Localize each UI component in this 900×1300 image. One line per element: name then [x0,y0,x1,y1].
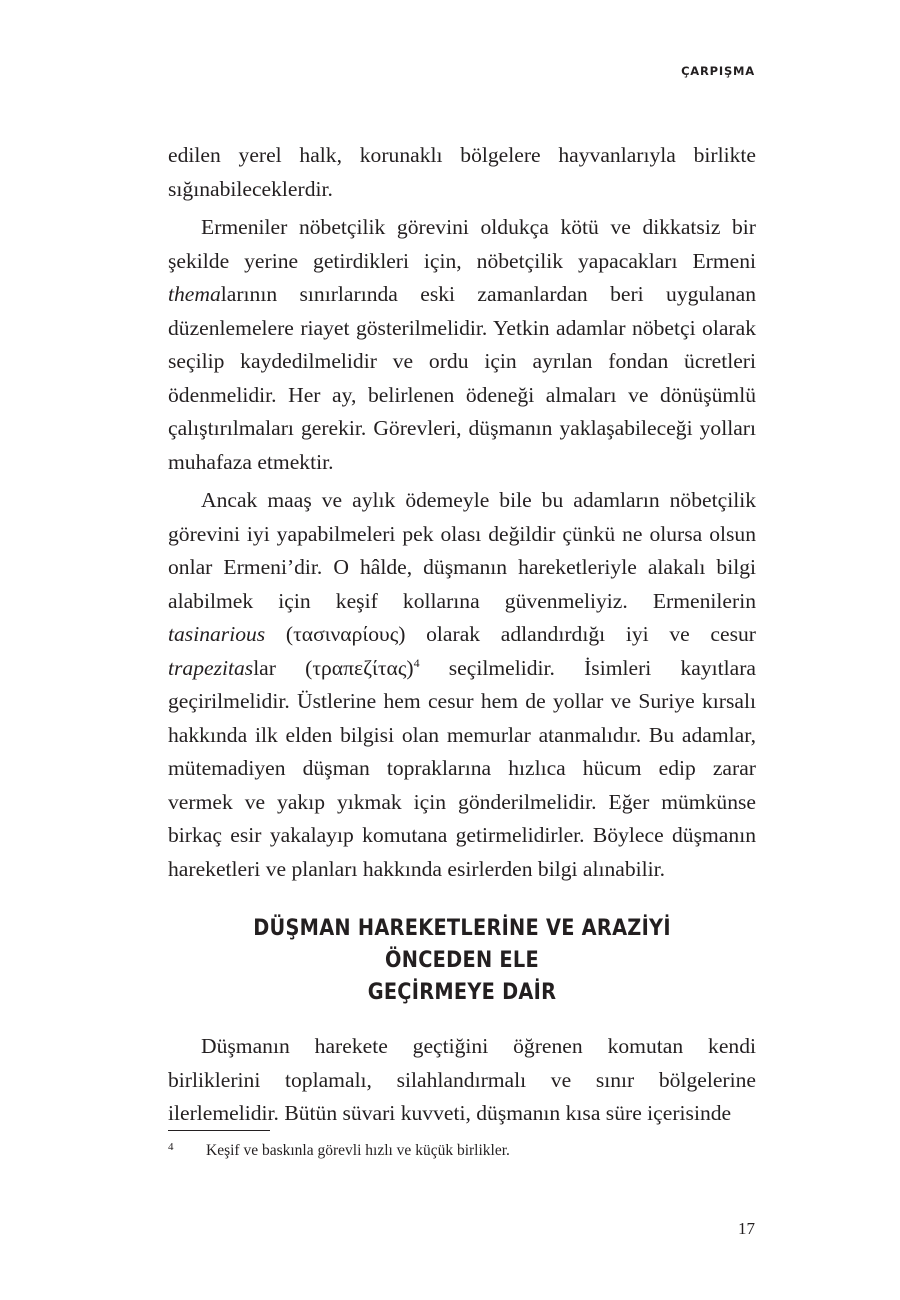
paragraph-1: edilen yerel halk, korunaklı bölgelere hayvanlarıyla birlikte sığınabileceklerdir. [168,143,756,201]
footnote [168,1140,756,1162]
italic-term-tasinarious: tasinarious [168,622,266,646]
paragraph-2-text-b: larının sınırlarında eski zamanlardan beri uygulanan düzenlemelere riayet gösterilmelidir. Yetkin adamlar nöbetçi olarak seçilip kaydedilmelidir ve ordu için ayrılan fondan ücretleri ödenmelidir. Her ay, belirlenen ödeneği almaları ve dönüşümlü çalıştırılmaları gerekir. Görevleri, düşmanın yaklaşabileceği yolları muhafaza etmektir. [168,282,756,474]
paragraph-3-text-a: Ancak maaş ve aylık ödemeyle bile bu adamların nöbetçilik görevini iyi yapabilmeleri pek olası değildir çünkü ne olursa olsun onlar Ermeni’dir. O hâlde, düşmanın hareketleriyle alakalı bilgi alabilmek için keşif kollarına güvenmeliyiz. Ermenilerin [168,488,756,613]
paragraph-3-text-d: seçilmelidir. İsimleri kayıtlara geçirilmelidir. Üstlerine hem cesur hem de yollar ve Suriye kırsalı hakkında ilk elden bilgisi olan memurlar atanmalıdır. Bu adamlar, mütemadiyen düşman topraklarına hızlıca hücum edip zarar vermek ve yakıp yıkmak için gönderilmelidir. Eğer mümkünse birkaç esir yakalayıp komutana getirmelidirler. Böylece düşmanın hareketleri ve planları hakkında esirlerden bilgi alınabilir. [168,655,756,881]
footnote-number: 4 [168,1141,174,1153]
paragraph-3 [168,484,756,886]
italic-term-thema: thema [168,282,221,306]
paragraph-2 [168,211,756,479]
footnote-reference[interactable]: 4 [413,655,420,670]
section-heading [209,912,715,1008]
paragraph-4: Düşmanın harekete geçtiğini öğrenen komutan kendi birliklerini toplamalı, silahlandırmalı ve sınır bölgelerine ilerlemelidir. Bütün süvari kuvveti, düşmanın kısa süre içerisinde [168,1034,756,1125]
italic-term-trapezitas: trapezitas [168,655,254,680]
section-heading-line-1: DÜŞMAN HAREKETLERİNE VE ARAZİYİ ÖNCEDEN ELE [253,915,671,973]
section-heading-line-2: GEÇİRMEYE DAİR [367,979,557,1005]
running-head: ÇARPIŞMA [681,64,755,78]
paragraph-3-text-b: (τασιναρίους) olarak adlandırdığı iyi ve cesur [265,622,756,646]
footnote-text: Keşif ve baskınla görevli hızlı ve küçük birlikler. [206,1142,510,1159]
footnote-divider [168,1130,270,1131]
paragraph-2-text-a: Ermeniler nöbetçilik görevini oldukça kötü ve dikkatsiz bir şekilde yerine getirdikleri için, nöbetçilik yapacakları Ermeni [168,215,756,273]
paragraph-3-text-c: lar (τραπεζίτας) [253,655,414,680]
page-number: 17 [738,1219,755,1238]
body-text [168,139,756,1136]
